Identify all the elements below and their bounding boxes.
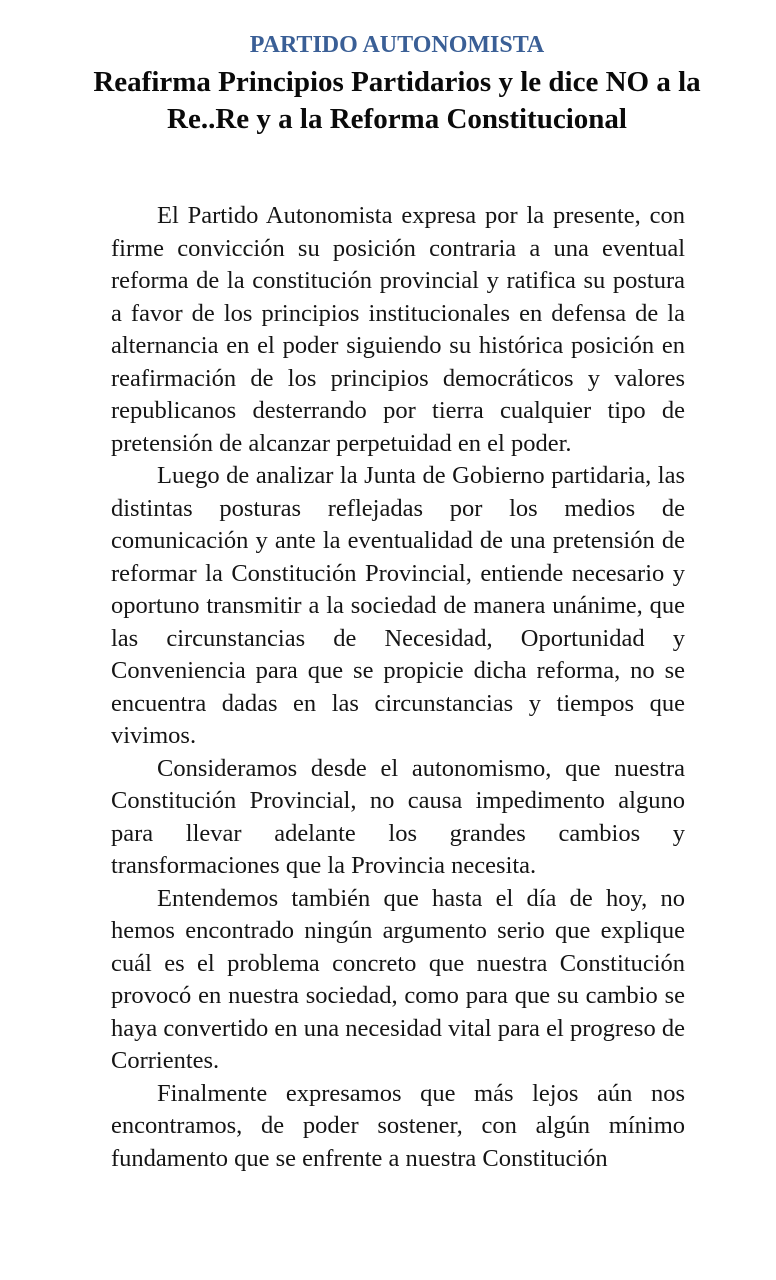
party-name-kicker: PARTIDO AUTONOMISTA	[249, 32, 545, 58]
paragraph-1: El Partido Autonomista expresa por la presente, con firme convicción su posición contraria a una eventual reforma de la constitución provincial y ratifica su postura a favor de los principios institucionales en defensa de la alternancia en el poder siguiendo su histórica posición en reafirmación de los principios democráticos y valores republicanos desterrando por tierra cualquier tipo de pretensión de alcanzar perpetuidad en el poder.	[111, 202, 685, 457]
article-headline: Reafirma Principios Partidarios y le dice NO a la Re..Re y a la Reforma Constitucional	[93, 66, 701, 135]
paragraph-5: Finalmente expresamos que más lejos aún nos encontramos, de poder sostener, con algún mínimo fundamento que se enfrente a nuestra Constitución	[111, 1079, 685, 1172]
paragraph-4: Entendemos también que hasta el día de hoy, no hemos encontrado ningún argumento serio que explique cuál es el problema concreto que nuestra Constitución provocó en nuestra sociedad, como para que su cambio se haya convertido en una necesidad vital para el progreso de Corrientes.	[111, 884, 685, 1074]
paragraph-2: Luego de analizar la Junta de Gobierno partidaria, las distintas posturas reflejadas por los medios de comunicación y ante la eventualidad de una pretensión de reformar la Constitución Provincial, entiende necesario y oportuno transmitir a la sociedad de manera unánime, que las circunstancias de Necesidad, Oportunidad y Conveniencia para que se propicie dicha reforma, no se encuentra dadas en las circunstancias y tiempos que vivimos.	[111, 462, 685, 749]
paragraph-3: Consideramos desde el autonomismo, que nuestra Constitución Provincial, no causa impedimento alguno para llevar adelante los grandes cambios y transformaciones que la Provincia necesita.	[111, 754, 685, 879]
article-body	[111, 200, 685, 1175]
